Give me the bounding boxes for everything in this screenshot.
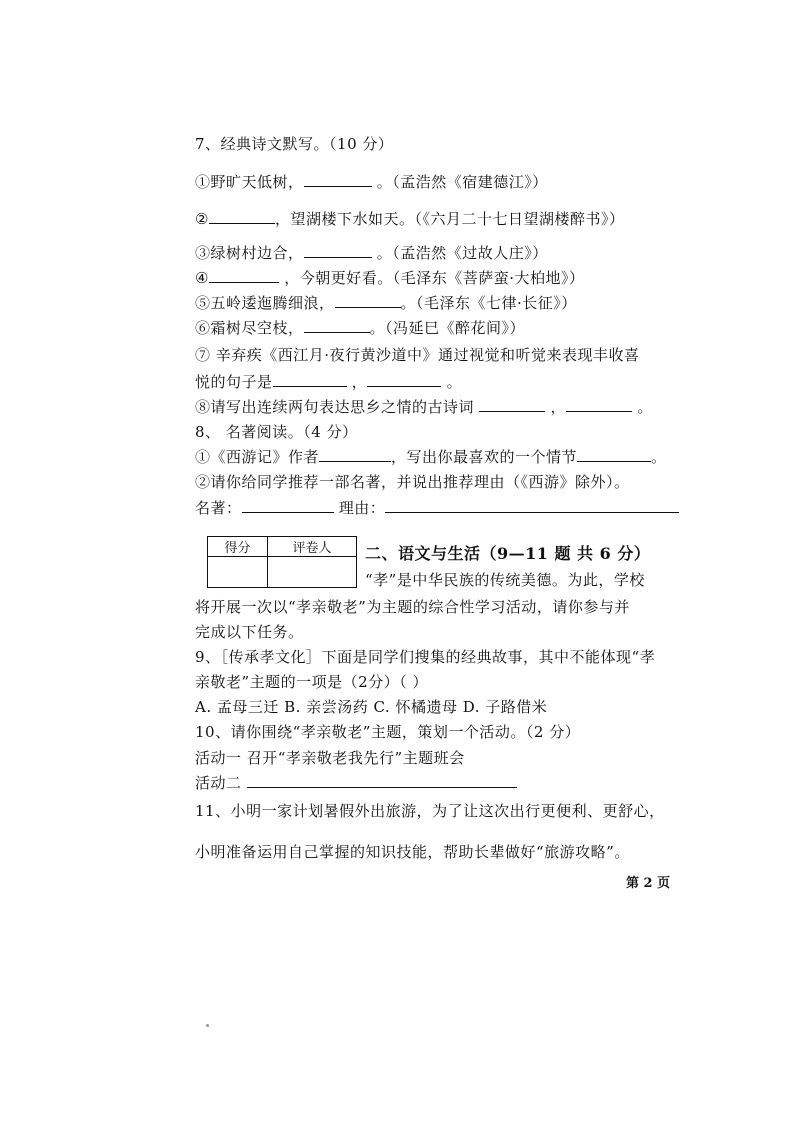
answer-blank[interactable] — [304, 243, 372, 258]
grader-header: 评卷人 — [268, 537, 357, 557]
q7-line-3-suffix: 。（孟浩然《过故人庄》） — [371, 244, 548, 262]
answer-blank[interactable] — [479, 397, 545, 412]
q7-line-8-end: 。 — [441, 373, 463, 391]
q8-line-1-end: 。 — [651, 448, 667, 466]
q7-line-3-prefix: ③绿树村边合， — [195, 244, 304, 262]
q7-line-2-prefix: ② — [195, 210, 209, 228]
q8-line-1-middle: ，写出你最喜欢的一个情节 — [391, 448, 578, 466]
q7-line-1-suffix: 。（孟浩然《宿建德江》） — [371, 173, 548, 191]
q10-line-2: 活动一 召开“孝亲敬老我先行”主题班会 — [195, 749, 465, 767]
section-2-intro-3: 完成以下任务。 — [195, 623, 304, 641]
q7-line-5-suffix: 。（毛泽东《七律·长征》） — [400, 294, 577, 312]
answer-blank[interactable] — [209, 268, 279, 283]
answer-blank[interactable] — [566, 397, 632, 412]
reason-answer-blank[interactable] — [385, 498, 679, 513]
answer-blank[interactable] — [577, 447, 651, 462]
q9-line-1: 9、［传承孝文化］下面是同学们搜集的经典故事，其中不能体现“孝 — [195, 648, 656, 666]
q7-line-6-prefix: ⑥霜树尽空枝， — [195, 319, 304, 337]
answer-blank[interactable] — [367, 372, 441, 387]
section-2-intro-2: 将开展一次以“孝亲敬老”为主题的综合性学习活动，请你参与并 — [195, 598, 630, 616]
q8-line-2: ②请你给同学推荐一部名著，并说出推荐理由（《西游》除外）。 — [195, 473, 630, 491]
q10-line-1: 10、请你围绕“孝亲敬老”主题，策划一个活动。（2 分） — [195, 723, 581, 741]
activity-2-answer-blank[interactable] — [247, 773, 517, 788]
score-box — [207, 536, 357, 588]
book-label: 名著： — [195, 499, 242, 517]
section-2-intro-1: “孝”是中华民族的传统美德。为此，学校 — [365, 571, 645, 589]
q7-line-2-suffix: ，望湖楼下水如天。（《六月二十七日望湖楼醉书》） — [274, 210, 625, 228]
q7-line-9 — [195, 397, 653, 417]
grader-cell[interactable] — [268, 557, 357, 588]
scan-speck — [206, 1024, 209, 1027]
q7-line-3 — [195, 243, 548, 263]
page-number: 第 2 页 — [626, 876, 671, 891]
q7-line-6 — [195, 318, 525, 338]
q7-line-7: ⑦ 辛弃疾《西江月·夜行黄沙道中》通过视觉和听觉来表现丰收喜 — [195, 346, 640, 364]
q8-line-1 — [195, 447, 667, 467]
q7-line-4-suffix: ，今朝更好看。（毛泽东《菩萨蛮·大柏地》） — [278, 269, 585, 287]
q8-line-1-prefix: ①《西游记》作者 — [195, 448, 320, 466]
q7-line-9-prefix: ⑧请写出连续两句表达思乡之情的古诗词 — [195, 398, 480, 416]
q7-line-1 — [195, 172, 548, 192]
q10-line-3 — [195, 773, 517, 793]
q7-line-4-prefix: ④ — [195, 269, 209, 287]
q7-line-2 — [195, 209, 624, 229]
book-answer-blank[interactable] — [242, 498, 334, 513]
activity-2-label: 活动二 — [195, 774, 247, 792]
answer-blank[interactable] — [273, 372, 347, 387]
score-cell[interactable] — [208, 557, 268, 588]
q7-line-5 — [195, 293, 577, 313]
q9-options: A. 孟母三迁 B. 亲尝汤药 C. 怀橘遗母 D. 子路借米 — [195, 698, 548, 716]
q8-line-3 — [195, 498, 679, 518]
answer-blank[interactable] — [335, 293, 401, 308]
q7-line-5-prefix: ⑤五岭逶迤腾细浪， — [195, 294, 335, 312]
q7-line-9-end: 。 — [632, 398, 653, 416]
q7-line-8-prefix: 悦的句子是 — [195, 373, 273, 391]
section-2-title: 二、语文与生活（9—11 题 共 6 分） — [365, 544, 651, 563]
reason-label: 理由： — [333, 499, 386, 517]
q7-line-6-suffix: 。（冯延巳《醉花间》） — [369, 319, 526, 337]
q11-line-2: 小明准备运用自己掌握的知识技能，帮助长辈做好“旅游攻略”。 — [195, 843, 630, 861]
q9-line-2: 亲敬老”主题的一项是（2分）（ ） — [195, 673, 428, 691]
answer-blank[interactable] — [209, 209, 275, 224]
q7-line-4 — [195, 268, 585, 288]
q7-line-1-prefix: ①野旷天低树， — [195, 173, 304, 191]
answer-blank[interactable] — [304, 172, 372, 187]
q7-line-9-comma: ， — [545, 398, 567, 416]
q7-title: 7、经典诗文默写。（10 分） — [195, 135, 394, 153]
answer-blank[interactable] — [304, 318, 370, 333]
q7-line-8 — [195, 372, 462, 392]
score-header: 得分 — [208, 537, 268, 557]
q8-title: 8、 名著阅读。（4 分） — [195, 423, 358, 441]
q7-line-8-comma: ， — [346, 373, 368, 391]
q11-line-1: 11、小明一家计划暑假外出旅游，为了让这次出行更便利、更舒心， — [195, 802, 665, 820]
answer-blank[interactable] — [319, 447, 391, 462]
